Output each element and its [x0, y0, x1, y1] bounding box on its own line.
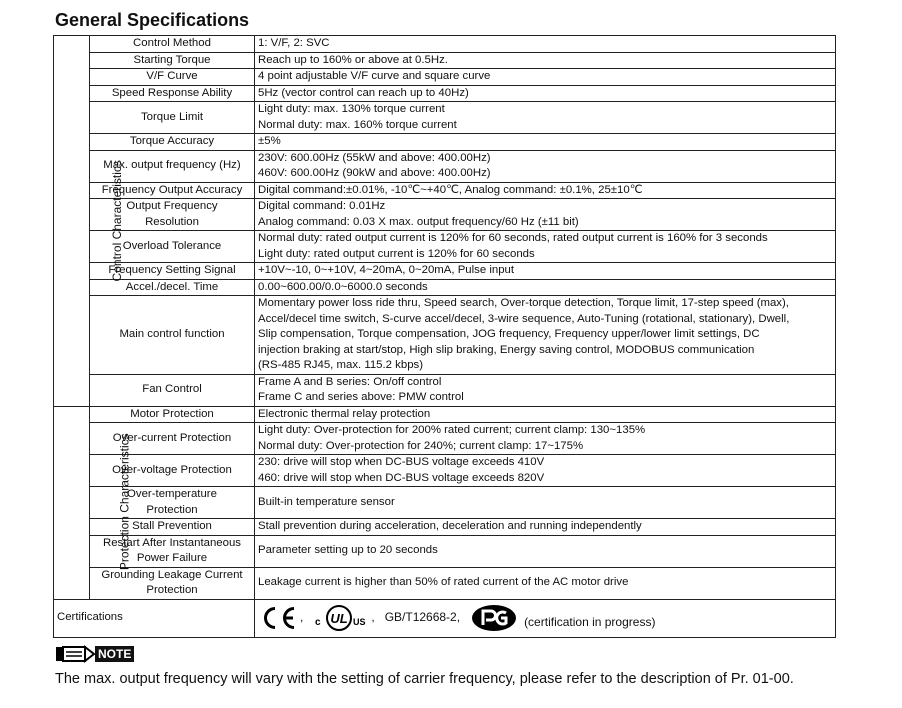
note-text: The max. output frequency will vary with the setting of carrier frequency, please refer to the description of Pr. 01-00.	[55, 671, 794, 687]
feature-cell: Starting Torque	[90, 52, 255, 69]
table-row	[54, 150, 836, 182]
svg-text:c: c	[315, 617, 321, 628]
feature-cell: Over-current Protection	[90, 423, 255, 455]
feature-cell: Output Frequency Resolution	[90, 199, 255, 231]
feature-cell: V/F Curve	[90, 69, 255, 86]
feature-cell: Over-voltage Protection	[90, 455, 255, 487]
value-cell: +10V~-10, 0~+10V, 4~20mA, 0~20mA, Pulse input	[255, 263, 836, 280]
table-row	[54, 102, 836, 134]
table-row	[54, 231, 836, 263]
section-label: Protection Characteristics	[117, 433, 132, 571]
section-label: Control Characteristics	[109, 159, 124, 281]
table-row	[54, 199, 836, 231]
svg-text:UL: UL	[330, 611, 349, 626]
pencil-icon	[55, 645, 95, 663]
certification-in-progress: (certification in progress)	[524, 615, 656, 630]
table-row	[54, 519, 836, 536]
ce-mark-icon	[258, 605, 300, 631]
value-cell: Stall prevention during acceleration, deceleration and running independently	[255, 519, 836, 536]
page-title: General Specifications	[55, 10, 250, 30]
value-cell: Digital command:±0.01%, -10℃~+40℃, Analog command: ±0.1%, 25±10℃	[255, 182, 836, 199]
feature-cell: Restart After Instantaneous Power Failure	[90, 535, 255, 567]
value-cell: 230: drive will stop when DC-BUS voltage exceeds 410V 460: drive will stop when DC-BUS voltage exceeds 820V	[255, 455, 836, 487]
section-label-cell	[54, 36, 124, 407]
value-cell: Frame A and B series: On/off control Frame C and series above: PMW control	[255, 374, 836, 406]
table-row	[54, 182, 836, 199]
table-row	[54, 279, 836, 296]
value-cell: 5Hz (vector control can reach up to 40Hz)	[255, 85, 836, 102]
value-cell: 1: V/F, 2: SVC	[255, 36, 836, 53]
value-cell: Momentary power loss ride thru, Speed search, Over-torque detection, Torque limit, 17-step speed (max), Accel/decel time switch, S-curve accel/decel, 3-wire sequence, Auto-Tuning (rotational, stationary), Dwell, Slip compensation, Torque compensation, JOG frequency, Frequency upper/lower limit settings, DC injection braking at start/stop, High slip braking, Energy saving control, MODOBUS communication (RS-485 RJ45, max. 115.2 kbps)	[255, 296, 836, 375]
table-row	[54, 85, 836, 102]
note-badge: NOTE	[95, 646, 134, 662]
feature-cell: Frequency Output Accuracy	[90, 182, 255, 199]
culus-mark-icon	[315, 604, 371, 632]
feature-cell: Max. output frequency (Hz)	[90, 150, 255, 182]
value-cell: Built-in temperature sensor	[255, 487, 836, 519]
table-row	[54, 455, 836, 487]
value-cell: 230V: 600.00Hz (55kW and above: 400.00Hz) 460V: 600.00Hz (90kW and above: 400.00Hz)	[255, 150, 836, 182]
svg-text:US: US	[353, 617, 366, 627]
feature-cell: Main control function	[90, 296, 255, 375]
value-cell: ±5%	[255, 134, 836, 151]
value-cell: Parameter setting up to 20 seconds	[255, 535, 836, 567]
feature-cell: Torque Accuracy	[90, 134, 255, 151]
table-row	[54, 423, 836, 455]
table-row	[54, 52, 836, 69]
feature-cell: Grounding Leakage Current Protection	[90, 567, 255, 599]
certifications-cell: , c UL US , GB/T12668-2, (certification in progress)	[255, 599, 836, 637]
note-header	[55, 645, 134, 663]
table-row	[54, 36, 836, 53]
value-cell: Digital command: 0.01Hz Analog command: 0.03 X max. output frequency/60 Hz (±11 bit)	[255, 199, 836, 231]
value-cell: Reach up to 160% or above at 0.5Hz.	[255, 52, 836, 69]
table-row	[54, 567, 836, 599]
feature-cell: Fan Control	[90, 374, 255, 406]
feature-cell: Stall Prevention	[90, 519, 255, 536]
feature-cell: Frequency Setting Signal	[90, 263, 255, 280]
table-row	[54, 374, 836, 406]
value-cell: Electronic thermal relay protection	[255, 406, 836, 423]
value-cell: Light duty: max. 130% torque current Normal duty: max. 160% torque current	[255, 102, 836, 134]
value-cell: 0.00~600.00/0.0~6000.0 seconds	[255, 279, 836, 296]
pse-mark-icon	[470, 603, 520, 633]
value-cell: Light duty: Over-protection for 200% rated current; current clamp: 130~135% Normal duty: Over-protection for 240%; current clamp: 17~175%	[255, 423, 836, 455]
specifications-table	[53, 35, 836, 638]
feature-cell: Speed Response Ability	[90, 85, 255, 102]
feature-cell: Motor Protection	[90, 406, 255, 423]
feature-cell: Torque Limit	[90, 102, 255, 134]
table-row	[54, 406, 836, 423]
value-cell: Normal duty: rated output current is 120% for 60 seconds, rated output current is 160% for 3 seconds Light duty: rated output current is 120% for 60 seconds	[255, 231, 836, 263]
certifications-label: Certifications	[54, 599, 255, 637]
table-row	[54, 296, 836, 375]
table-row	[54, 263, 836, 280]
feature-cell: Accel./decel. Time	[90, 279, 255, 296]
certifications-row	[54, 599, 836, 637]
value-cell: Leakage current is higher than 50% of rated current of the AC motor drive	[255, 567, 836, 599]
table-row	[54, 69, 836, 86]
gb-standard-text: GB/T12668-2,	[384, 610, 461, 625]
section-label-cell	[54, 406, 132, 599]
feature-cell: Overload Tolerance	[90, 231, 255, 263]
table-row	[54, 487, 836, 519]
value-cell: 4 point adjustable V/F curve and square curve	[255, 69, 836, 86]
feature-cell: Control Method	[90, 36, 255, 53]
table-row	[54, 134, 836, 151]
table-row	[54, 535, 836, 567]
feature-cell: Over-temperature Protection	[90, 487, 255, 519]
